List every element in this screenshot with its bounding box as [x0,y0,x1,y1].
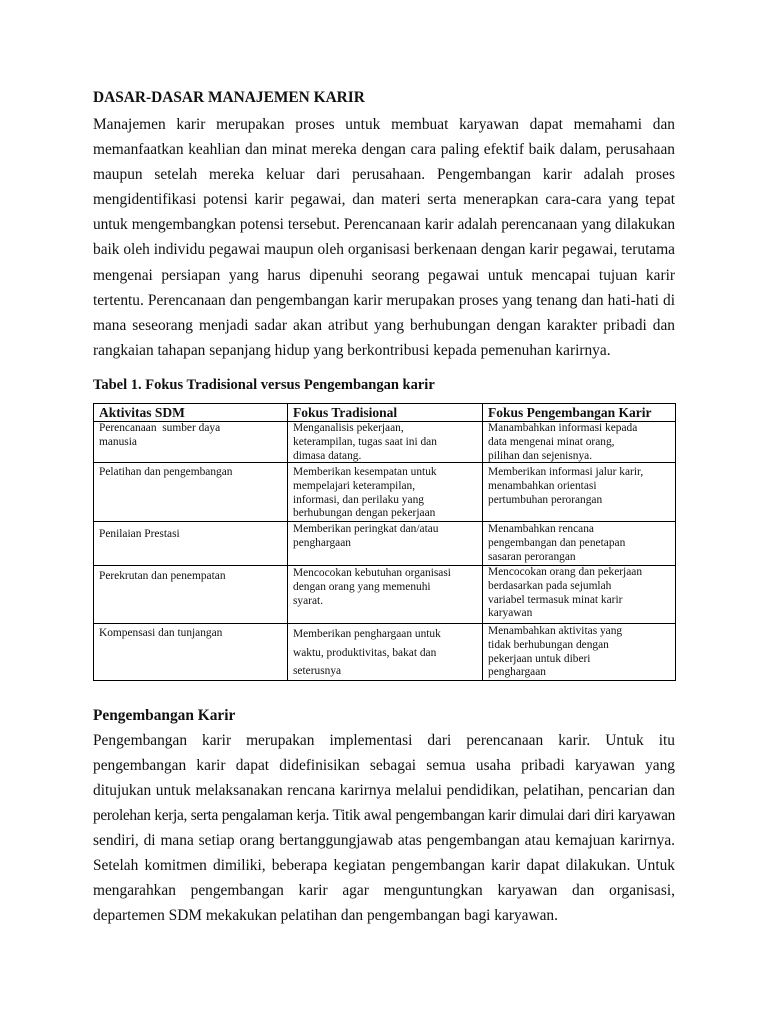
cell-line: Memberikan peringkat dan/atau [293,523,439,535]
cell-line: pengembangan dan penetapan [488,536,626,549]
cell-line: waktu, produktivitas, bakat dan [293,646,437,659]
cell-line: Pelatihan dan pengembangan [99,466,233,478]
cell-line: penghargaan [488,666,546,679]
cell-development [483,624,676,681]
cell-line: menambahkan orientasi [488,479,597,492]
cell-line: dengan orang yang memenuhi [293,580,431,593]
cell-activity [94,624,288,681]
cell-line: Mencocokan orang dan pekerjaan [488,566,643,578]
cell-line: Perencanaan sumber daya [99,422,221,434]
cell-line: manusia [99,435,137,448]
header-cell-traditional: Fokus Tradisional [288,404,483,422]
paragraph-line: mana seseorang menjadi sadar akan atribut yang berhubungan dengan karakter pribadi dan [93,317,675,334]
cell-line: berhubungan dengan pekerjaan [293,507,436,520]
cell-line: syarat. [293,594,324,607]
cell-line: Perekrutan dan penempatan [99,570,226,582]
career-focus-table [93,403,676,681]
cell-line: karyawan [488,607,533,620]
header-cell-development: Fokus Pengembangan Karir [483,404,676,422]
paragraph-line: maupun setelah mereka keluar dari perusahaan. Pengembangan karir adalah proses [93,165,675,183]
cell-line: dimasa datang. [293,449,362,462]
paragraph-line: baik oleh individu pegawai maupun oleh organisasi berkenaan dengan karir pegawai, terutama [93,241,675,259]
paragraph-line: departemen SDM mekakukan pelatihan dan pengembangan bagi karyawan. [93,906,558,924]
cell-development [483,566,676,624]
cell-line: informasi, dan perilaku yang [293,493,424,506]
cell-line: pekerjaan untuk diberi [488,652,591,665]
intro-paragraph [93,112,675,364]
paragraph-line: rangkaian tahapan sepanjang hidup yang berkontribusi kepada pemenuhan karirnya. [93,342,611,360]
cell-line: seterusnya [293,665,342,678]
cell-traditional [288,566,483,624]
paragraph-line: tertentu. Perencanaan dan pengembangan karir merupakan proses yang tenang dan hati-hati di [93,291,675,309]
cell-line: data mengenai minat orang, [488,435,615,448]
paragraph-line: memanfaatkan keahlian dan minat mereka dengan cara paling efektif baik dalam, perusahaan [93,140,675,158]
cell-traditional [288,422,483,463]
paragraph-line: mengenai persiapan yang harus dipenuhi seorang pegawai untuk mencapai tujuan karir [93,266,675,284]
cell-line: Menambahkan rencana [488,523,594,535]
table-caption: Tabel 1. Fokus Tradisional versus Pengembangan karir [93,377,435,393]
cell-line: Memberikan penghargaan untuk [293,628,441,640]
cell-line: Penilaian Prestasi [99,528,180,540]
cell-line: berdasarkan pada sejumlah [488,579,612,592]
cell-line: Kompensasi dan tunjangan [99,627,223,639]
cell-development [483,463,676,522]
cell-line: mempelajari keterampilan, [293,479,416,492]
section-paragraph [93,728,675,928]
cell-line: keterampilan, tugas saat ini dan [293,435,437,448]
cell-traditional [288,522,483,566]
paragraph-line: Manajemen karir merupakan proses untuk membuat karyawan dapat memahami dan [93,115,675,133]
cell-activity [94,522,288,566]
paragraph-line: perolehan kerja, serta pengalaman kerja. Titik awal pengembangan karir dimulai dari diri karyawan [93,806,675,824]
paragraph-line: Pengembangan karir merupakan implementasi dari perencanaan karir. Untuk itu [93,731,675,749]
cell-traditional [288,463,483,522]
cell-development [483,522,676,566]
cell-line: Mencocokan kebutuhan organisasi [293,567,451,579]
cell-line: Memberikan kesempatan untuk [293,466,437,478]
cell-activity [94,566,288,624]
cell-line: penghargaan [293,536,351,549]
cell-line: Menganalisis pekerjaan, [293,422,404,434]
cell-line: Manambahkan informasi kepada [488,422,638,434]
cell-line: pertumbuhan perorangan [488,493,603,506]
paragraph-line: mengidentifikasi potensi karir pegawai, dan materi serta menerapkan cara-cara yang tepat [93,191,675,209]
paragraph-line: pengembangan karir dapat didefinisikan sebagai semua usaha pribadi karyawan yang [93,756,675,774]
cell-line: pilihan dan sejenisnya. [488,449,593,462]
cell-traditional [288,624,483,681]
cell-line: sasaran perorangan [488,550,576,563]
header-cell-activity: Aktivitas SDM [94,404,288,422]
paragraph-line: Setelah komitmen dimiliki, beberapa kegiatan pengembangan karir dapat dilakukan. Untuk [93,856,675,874]
cell-line: Menambahkan aktivitas yang [488,625,623,637]
paragraph-line: mengarahkan pengembangan karir agar menguntungkan karyawan dan organisasi, [93,881,675,899]
paragraph-line: ditujukan untuk melaksanakan rencana karirnya melalui pendidikan, pelatihan, pencarian dan [93,781,675,799]
cell-activity [94,463,288,522]
paragraph-line: untuk mengembangkan potensi tersebut. Perencanaan karir adalah perencanaan yang dilakukan [93,216,675,234]
document-title: DASAR-DASAR MANAJEMEN KARIR [93,89,365,106]
cell-line: Memberikan informasi jalur karir, [488,466,644,478]
cell-activity [94,422,288,463]
section-heading: Pengembangan Karir [93,706,236,724]
paragraph-line: sendiri, di mana setiap orang bertanggungjawab atas pengembangan atau kemajuan karirnya. [93,831,675,849]
cell-line: variabel termasuk minat karir [488,593,623,606]
cell-line: tidak berhubungan dengan [488,638,609,651]
cell-development [483,422,676,463]
